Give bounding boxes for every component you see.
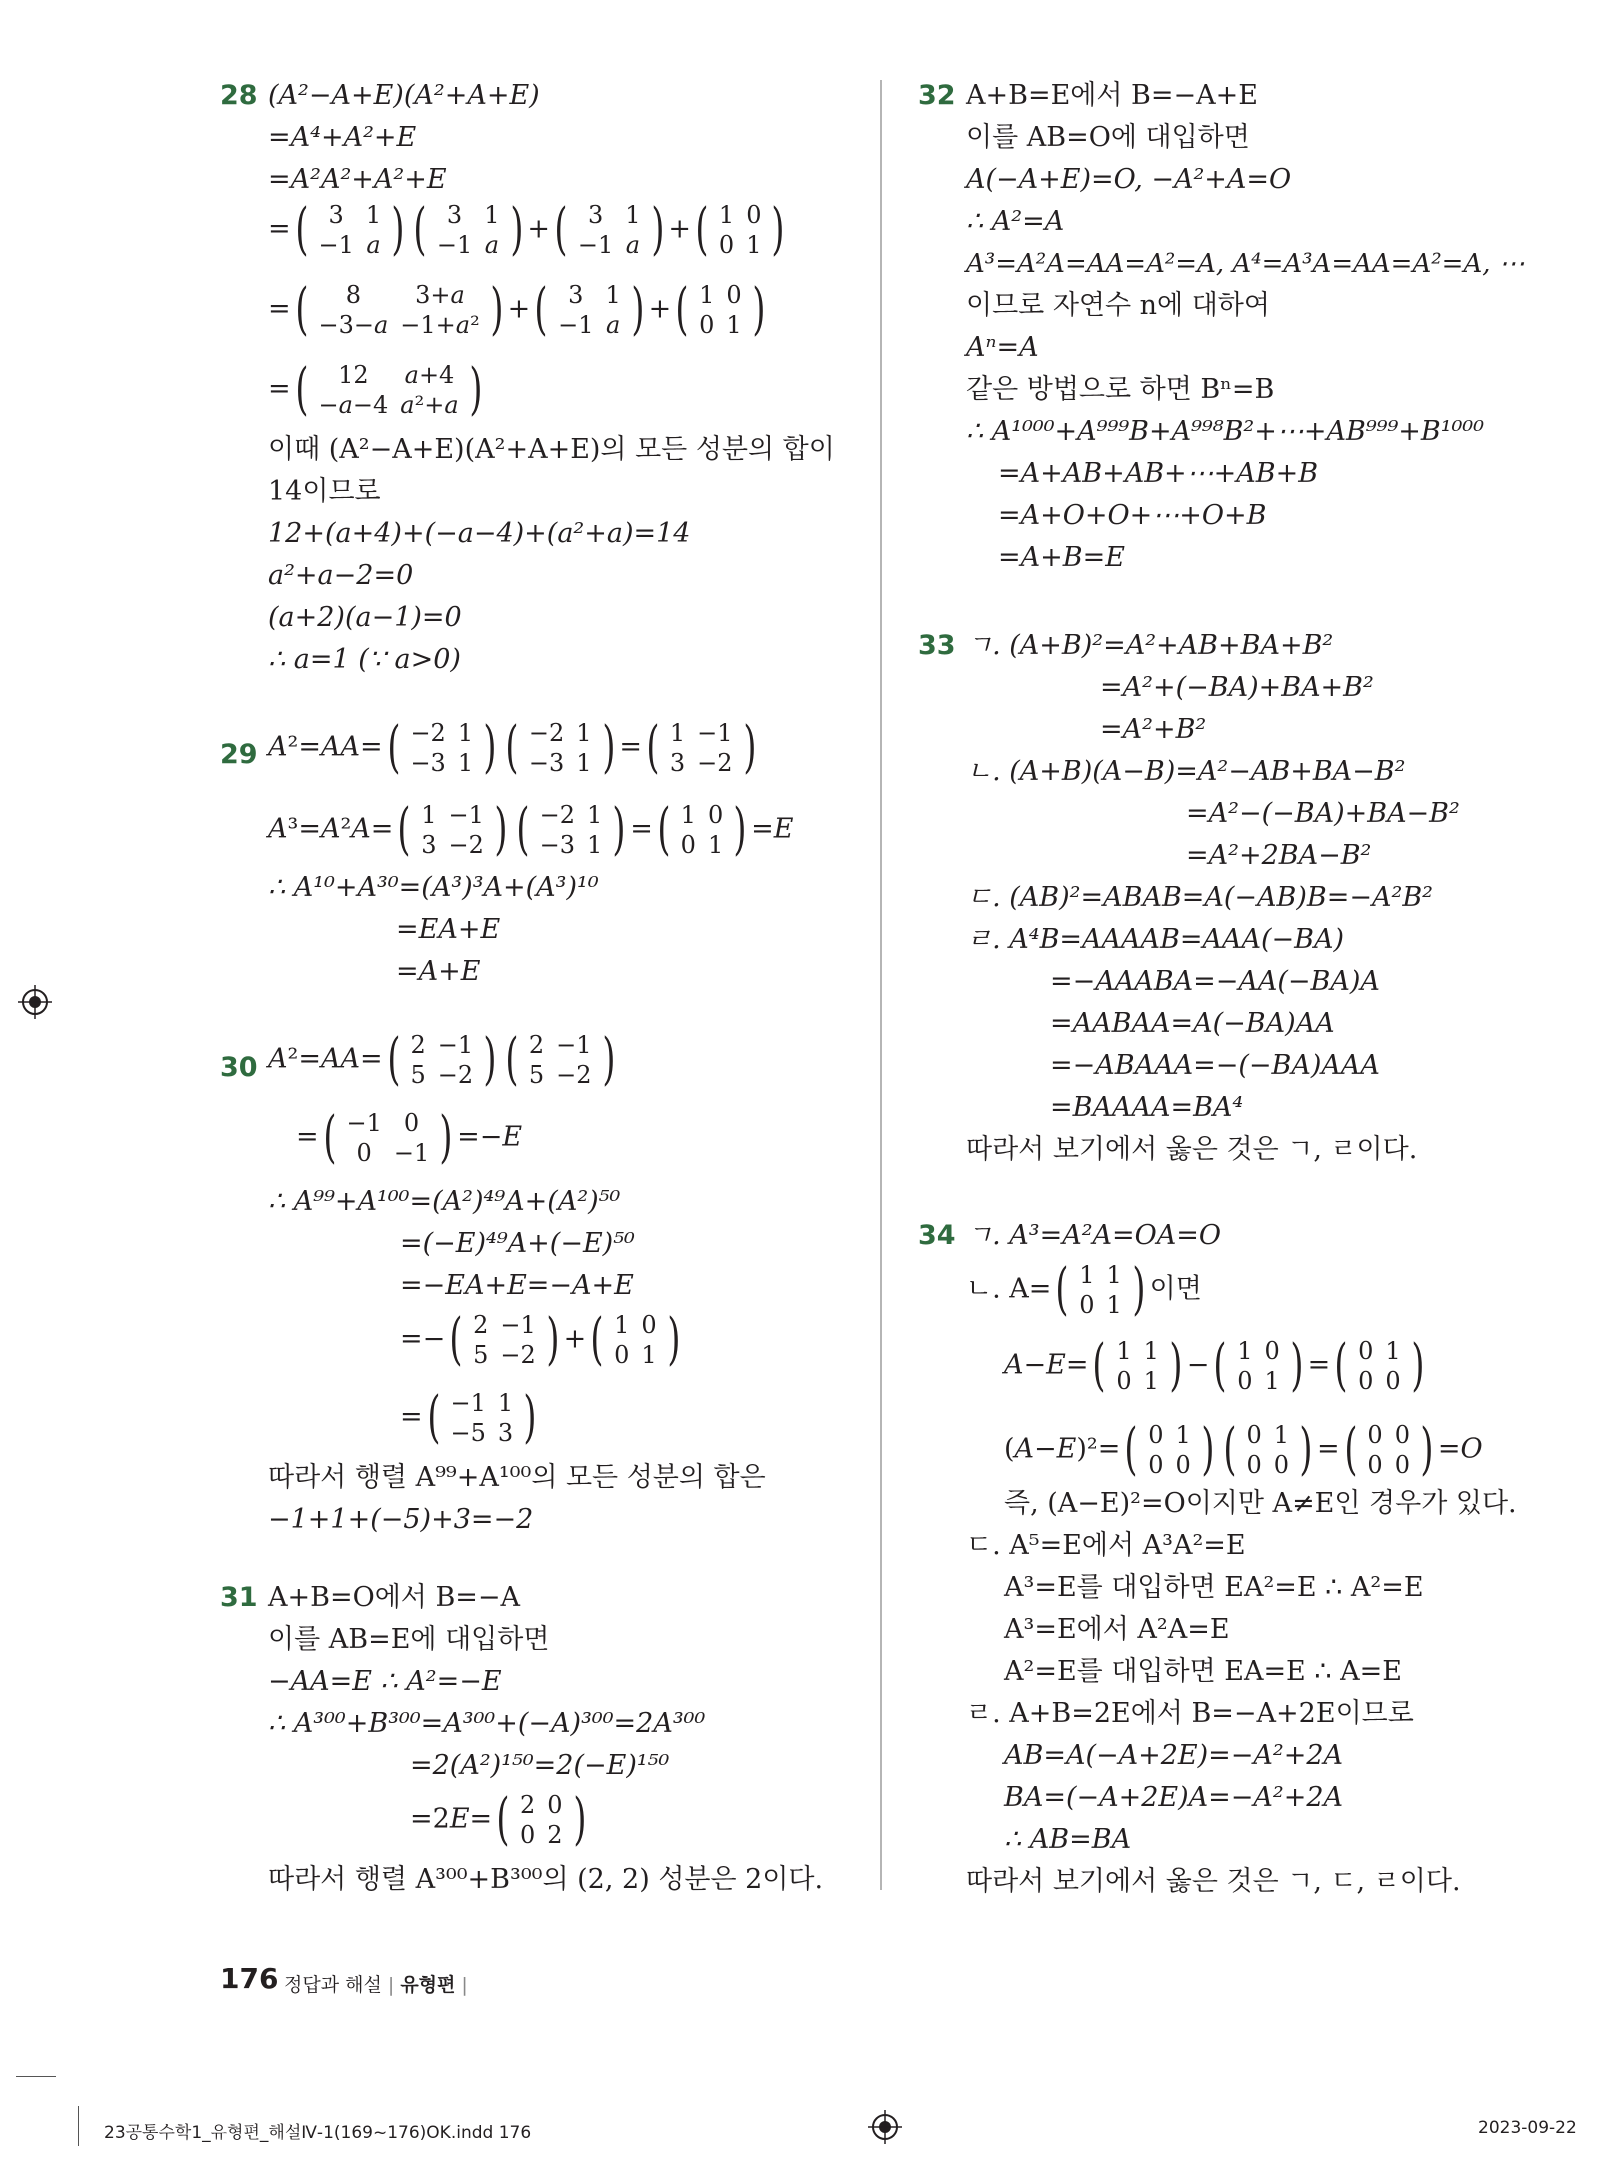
- p31-line-5: =2(A²)¹⁵⁰=2(−E)¹⁵⁰: [410, 1750, 670, 1781]
- print-slug-filename: 23공통수학1_유형편_해설Ⅳ-1(169~176)OK.indd 176: [104, 2123, 532, 2143]
- p34-item-d-2: AB=A(−A+2E)=−A²+2A: [1004, 1740, 1344, 1771]
- print-slug-date: 2023-09-22: [1478, 2118, 1577, 2138]
- p33-item-d-1: ㄹ. A⁴B=AAAAB=AAA(−BA): [966, 924, 1345, 955]
- p32-line-4: ∴ A²=A: [966, 206, 1065, 237]
- p33-item-a-1: ㄱ. (A+B)²=A²+AB+BA+B²: [966, 630, 1334, 661]
- p33-item-c-1: ㄷ. (AB)²=ABAB=A(−AB)B=−A²B²: [966, 882, 1434, 913]
- problem-number-29: 29: [220, 739, 258, 770]
- footer-section: 정답과 해설 | 유형편 |: [284, 1974, 468, 1996]
- p28-line-3: =A²A²+A²+E: [268, 164, 447, 195]
- p33-item-d-3: =AABAA=A(−BA)AA: [1050, 1008, 1335, 1039]
- p32-line-7: Aⁿ=A: [966, 332, 1039, 363]
- p29-line-5: =A+E: [396, 956, 481, 987]
- p32-line-11: =A+O+O+⋯+O+B: [998, 500, 1267, 531]
- footer-part-label: 유형편: [400, 1974, 456, 1996]
- p30-line-8: 따라서 행렬 A⁹⁹+A¹⁰⁰의 모든 성분의 합은: [268, 1462, 766, 1493]
- p33-item-b-1: ㄴ. (A+B)(A−B)=A²−AB+BA−B²: [966, 756, 1406, 787]
- p34-item-b-1-suffix: 이면: [1149, 1273, 1202, 1305]
- p34-item-c-4: A²=E를 대입하면 EA=E ∴ A=E: [1004, 1656, 1402, 1687]
- p30-line-2: = ( −1 0 0 −1 ) =−E: [296, 1105, 523, 1170]
- p28-line-11: ∴ a=1 (∵ a>0): [268, 644, 461, 675]
- p34-item-d-3: BA=(−A+2E)A=−A²+2A: [1004, 1782, 1344, 1813]
- problem-number-28: 28: [220, 80, 258, 111]
- p34-item-b-2: A−E= ( 1 1 0 1 ) − ( 1 0 0 1 ) = ( 0 1 0 0 ): [1004, 1333, 1425, 1398]
- p29-line-3: ∴ A¹⁰+A³⁰=(A³)³A+(A³)¹⁰: [268, 872, 599, 903]
- p30-line-9: −1+1+(−5)+3=−2: [268, 1504, 534, 1535]
- p34-conclusion: 따라서 보기에서 옳은 것은 ㄱ, ㄷ, ㄹ이다.: [966, 1866, 1461, 1897]
- p29-line-4: =EA+E: [396, 914, 501, 945]
- p28-line-10: (a+2)(a−1)=0: [268, 602, 462, 633]
- page-number: 176: [220, 1962, 279, 1995]
- p30-line-6: =− ( 2 −1 5 −2 ) + ( 1 0 0 1 ): [400, 1307, 681, 1372]
- p28-matrix-product: = ( 3 1 −1 a ) ( 3 1 −1 a ) + ( 3 1 −1 a ) + ( 1 0 0 1 ): [268, 197, 785, 262]
- p33-item-a-2: =A²+(−BA)+BA+B²: [1100, 672, 1374, 703]
- p32-line-8: 같은 방법으로 하면 Bⁿ=B: [966, 374, 1275, 405]
- p28-matrix-sum: = ( 8 3+a −3−a −1+a² ) + ( 3 1 −1 a ) + ( 1 0 0 1 ): [268, 277, 766, 342]
- p30-line-1: A²=AA= ( 2 −1 5 −2 ) ( 2 −1 5 −2 ): [268, 1027, 615, 1092]
- p29-line-1: A²=AA= ( −2 1 −3 1 ) ( −2 1 −3 1 ) = ( 1 −1 3 −2 ): [268, 715, 757, 780]
- p34-item-c-3: A³=E에서 A²A=E: [1004, 1614, 1230, 1645]
- p32-line-6: 이므로 자연수 n에 대하여: [966, 290, 1270, 321]
- p28-line-9: a²+a−2=0: [268, 560, 414, 591]
- crop-mark: [16, 2076, 56, 2077]
- p33-item-a-3: =A²+B²: [1100, 714, 1207, 745]
- column-divider: [880, 80, 882, 1890]
- p33-item-b-3: =A²+2BA−B²: [1186, 840, 1372, 871]
- problem-number-31: 31: [220, 1582, 258, 1613]
- p34-item-b-3: (A−E)²= ( 0 1 0 0 ) ( 0 1 0 0 ) = ( 0 0 0 0 ) =O: [1004, 1417, 1483, 1482]
- p28-line-1: (A²−A+E)(A²+A+E): [268, 80, 540, 111]
- p34-item-b-1: ㄴ. A= ( 1 1 0 1 ) 이면: [966, 1257, 1202, 1322]
- p31-line-1: A+B=O에서 B=−A: [268, 1582, 521, 1613]
- p34-item-d-4: ∴ AB=BA: [1004, 1824, 1132, 1855]
- p28-matrix-result: = ( 12 a+4 −a−4 a²+a ): [268, 357, 483, 422]
- p32-line-2: 이를 AB=O에 대입하면: [966, 122, 1250, 153]
- p28-line-7b: 14이므로: [268, 476, 381, 507]
- registration-mark-icon: [18, 985, 52, 1019]
- p34-item-c-1: ㄷ. A⁵=E에서 A³A²=E: [966, 1530, 1246, 1561]
- problem-number-32: 32: [918, 80, 956, 111]
- p34-item-c-2: A³=E를 대입하면 EA²=E ∴ A²=E: [1004, 1572, 1424, 1603]
- p34-item-a-1: ㄱ. A³=A²A=OA=O: [966, 1220, 1222, 1251]
- p32-line-9: ∴ A¹⁰⁰⁰+A⁹⁹⁹B+A⁹⁹⁸B²+⋯+AB⁹⁹⁹+B¹⁰⁰⁰: [966, 416, 1485, 447]
- p32-line-1: A+B=E에서 B=−A+E: [966, 80, 1258, 111]
- p28-line-8: 12+(a+4)+(−a−4)+(a²+a)=14: [268, 518, 691, 549]
- p31-line-3: −AA=E ∴ A²=−E: [268, 1666, 502, 1697]
- registration-mark-bottom-icon: [868, 2110, 902, 2144]
- p33-item-d-4: =−ABAAA=−(−BA)AAA: [1050, 1050, 1380, 1081]
- problem-number-33: 33: [918, 630, 956, 661]
- footer-section-label: 정답과 해설: [284, 1974, 382, 1996]
- p32-line-10: =A+AB+AB+⋯+AB+B: [998, 458, 1319, 489]
- problem-number-30: 30: [220, 1052, 258, 1083]
- p30-line-5: =−EA+E=−A+E: [400, 1270, 634, 1301]
- p30-line-4: =(−E)⁴⁹A+(−E)⁵⁰: [400, 1228, 635, 1259]
- p31-line-4: ∴ A³⁰⁰+B³⁰⁰=A³⁰⁰+(−A)³⁰⁰=2A³⁰⁰: [268, 1708, 706, 1739]
- p33-item-d-2: =−AAABA=−AA(−BA)A: [1050, 966, 1380, 997]
- p33-item-d-5: =BAAAA=BA⁴: [1050, 1092, 1244, 1123]
- p34-item-d-1: ㄹ. A+B=2E에서 B=−A+2E이므로: [966, 1698, 1414, 1729]
- p30-line-3: ∴ A⁹⁹+A¹⁰⁰=(A²)⁴⁹A+(A²)⁵⁰: [268, 1186, 621, 1217]
- p31-line-7: 따라서 행렬 A³⁰⁰+B³⁰⁰의 (2, 2) 성분은 2이다.: [268, 1864, 824, 1895]
- p32-line-5: A³=A²A=AA=A²=A, A⁴=A³A=AA=A²=A, ⋯: [966, 249, 1525, 279]
- crop-mark-vertical: [78, 2106, 79, 2146]
- p31-line-6: =2E= ( 2 0 0 2 ): [410, 1787, 587, 1852]
- p29-line-2: A³=A²A= ( 1 −1 3 −2 ) ( −2 1 −3 1 ) = ( 1 0 0 1 ) =E: [268, 797, 794, 862]
- p33-conclusion: 따라서 보기에서 옳은 것은 ㄱ, ㄹ이다.: [966, 1134, 1418, 1165]
- p33-item-b-2: =A²−(−BA)+BA−B²: [1186, 798, 1460, 829]
- problem-number-34: 34: [918, 1220, 956, 1251]
- p34-item-b-1-prefix: ㄴ. A=: [966, 1273, 1052, 1305]
- p28-line-2: =A⁴+A²+E: [268, 122, 417, 153]
- p31-line-2: 이를 AB=E에 대입하면: [268, 1624, 550, 1655]
- p32-line-3: A(−A+E)=O, −A²+A=O: [966, 164, 1292, 195]
- p32-line-12: =A+B=E: [998, 542, 1125, 573]
- p34-item-b-4: 즉, (A−E)²=O이지만 A≠E인 경우가 있다.: [1004, 1488, 1517, 1519]
- p30-line-7: = ( −1 1 −5 3 ): [400, 1385, 537, 1450]
- p28-line-7a: 이때 (A²−A+E)(A²+A+E)의 모든 성분의 합이: [268, 434, 835, 465]
